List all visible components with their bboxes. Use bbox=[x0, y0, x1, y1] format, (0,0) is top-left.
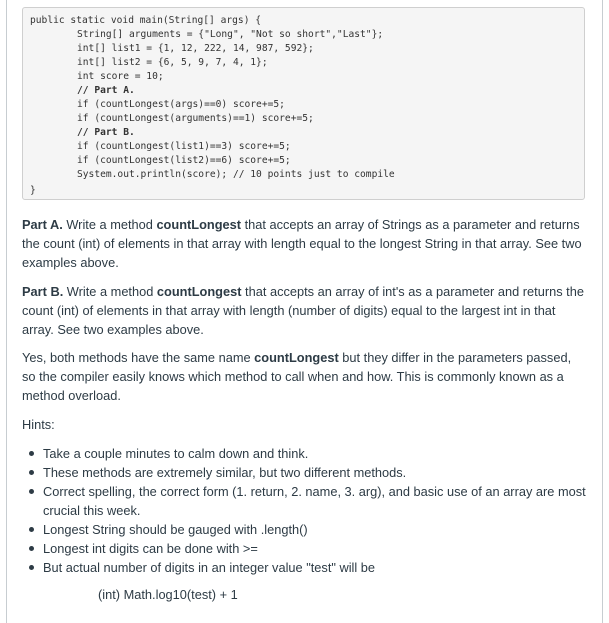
part-b-label: Part B. bbox=[22, 284, 64, 299]
code-line-check-arguments: if (countLongest(arguments)==1) score+=5; bbox=[77, 113, 314, 124]
part-a-text-after: that accepts an array of Strings as a parameter and returns the count (int) of elements in that array with length equal to the longest String in that array. See two examples above. bbox=[22, 217, 582, 270]
part-a-paragraph bbox=[22, 215, 588, 272]
code-line-main-signature: public static void main(String[] args) { bbox=[30, 15, 262, 26]
part-a-text-before: Write a method bbox=[62, 217, 157, 232]
hint-item-int-digits: Longest int digits can be done with >= bbox=[22, 539, 588, 558]
hint-item-string-length: Longest String should be gauged with .length() bbox=[22, 520, 588, 539]
part-a-label: Part A. bbox=[22, 217, 63, 232]
code-comment-part-b: // Part B. bbox=[77, 127, 135, 138]
part-a-method-name: countLongest bbox=[156, 217, 242, 232]
hints-list bbox=[22, 444, 588, 577]
code-line-list2: int[] list2 = {6, 5, 9, 7, 4, 1}; bbox=[77, 57, 268, 68]
hint-item-correct-spelling: Correct spelling, the correct form (1. return, 2. name, 3. arg), and basic use of an array are most crucial this week. bbox=[22, 482, 588, 520]
code-line-closing-brace: } bbox=[30, 185, 36, 196]
overload-text-after: but they differ in the parameters passed, so the compiler easily knows which method to call when and how. This is commonly known as a method overload. bbox=[22, 350, 572, 403]
code-line-println: System.out.println(score); // 10 points just to compile bbox=[77, 169, 395, 180]
digit-count-formula: (int) Math.log10(test) + 1 bbox=[98, 587, 238, 602]
code-line-check-list2: if (countLongest(list2)==6) score+=5; bbox=[77, 155, 291, 166]
hint-item-similar-methods: These methods are extremely similar, but two different methods. bbox=[22, 463, 588, 482]
part-b-paragraph bbox=[22, 282, 588, 339]
overload-method-name: countLongest bbox=[254, 350, 339, 365]
code-line-arguments: String[] arguments = {"Long", "Not so short","Last"}; bbox=[77, 29, 384, 40]
code-line-score: int score = 10; bbox=[77, 71, 164, 82]
code-line-check-args: if (countLongest(args)==0) score+=5; bbox=[77, 99, 285, 110]
code-line-list1: int[] list1 = {1, 12, 222, 14, 987, 592}; bbox=[77, 43, 314, 54]
overload-paragraph bbox=[22, 348, 588, 405]
code-block bbox=[22, 7, 585, 200]
hint-item-digit-count: But actual number of digits in an integer value "test" will be bbox=[22, 558, 588, 577]
overload-text-before: Yes, both methods have the same name bbox=[22, 350, 255, 365]
code-line-check-list1: if (countLongest(list1)==3) score+=5; bbox=[77, 141, 291, 152]
part-b-text-before: Write a method bbox=[63, 284, 157, 299]
part-b-text-after: that accepts an array of int's as a parameter and returns the count (int) of elements in that array with length (number of digits) equal to the largest int in that array. See two examples above. bbox=[22, 284, 584, 337]
hints-heading: Hints: bbox=[22, 417, 55, 432]
hint-item-calm-down: Take a couple minutes to calm down and think. bbox=[22, 444, 588, 463]
part-b-method-name: countLongest bbox=[156, 284, 242, 299]
code-comment-part-a: // Part A. bbox=[77, 85, 135, 96]
